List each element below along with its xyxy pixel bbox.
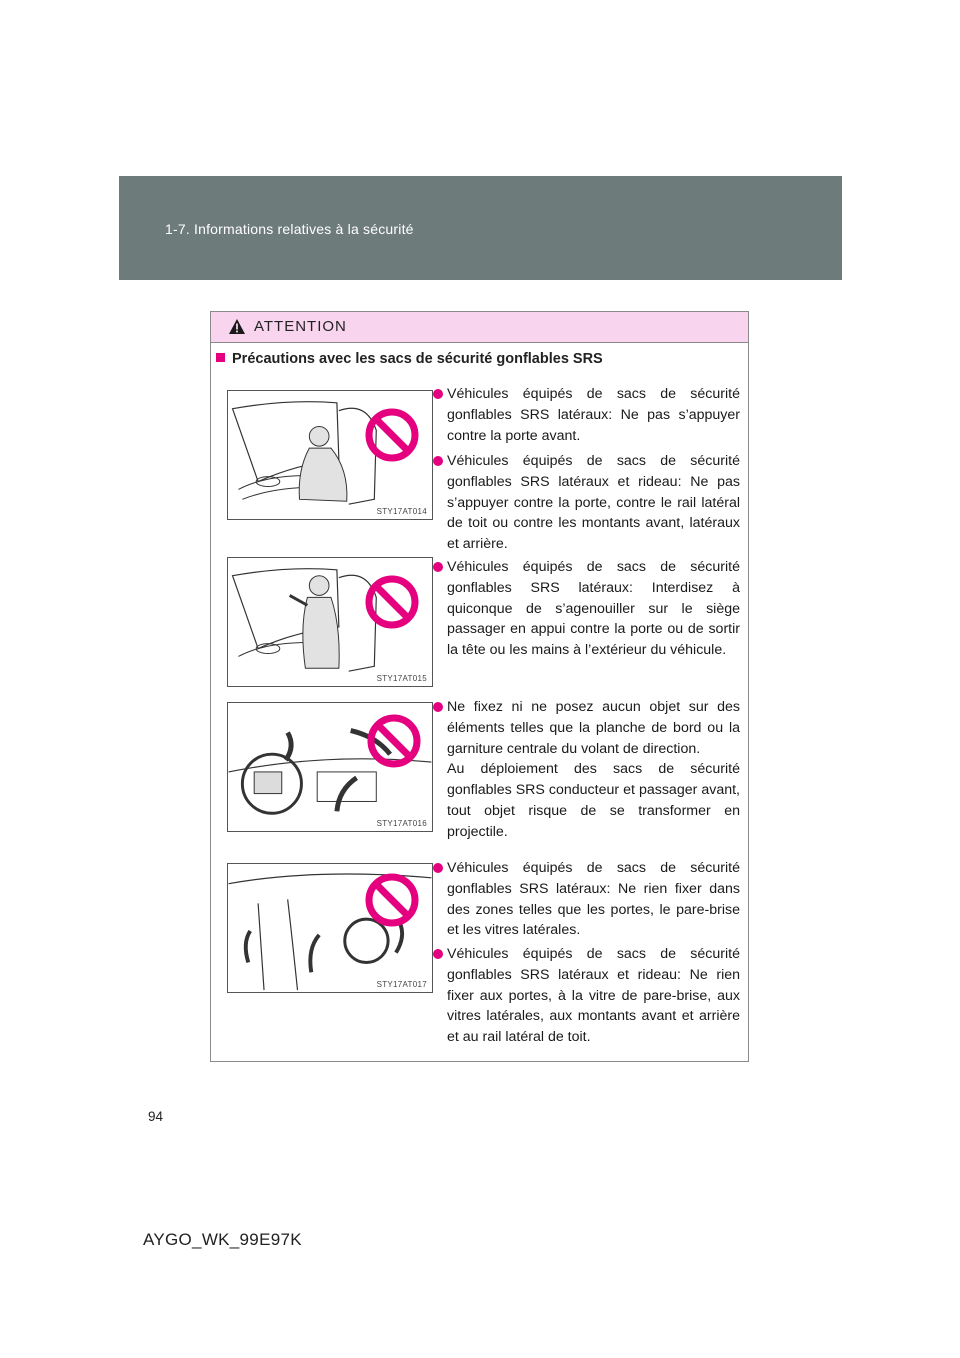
figure-dashboard-objects — [227, 702, 433, 832]
bullet-item — [447, 451, 740, 555]
bullet-text: Véhicules équipés de sacs de sécurité gonflables SRS latéraux: Ne rien fixer dans des zones telles que les portes, le pare-brise et les vitres latérales. — [447, 860, 740, 939]
precautions-heading-text: Précautions avec les sacs de sécurité gonflables SRS — [232, 351, 603, 367]
round-bullet-icon — [433, 456, 443, 466]
section-title: 1-7. Informations relatives à la sécurité — [165, 221, 414, 237]
figure-lean-door — [227, 390, 433, 520]
bullet-text: Véhicules équipés de sacs de sécurité gonflables SRS latéraux: Interdisez à quiconque de s’agenouiller sur le siège passager en appui contre la porte ou de sortir la tête ou les mains à l’extérieur du véhicule. — [447, 559, 740, 659]
square-bullet-icon — [216, 353, 225, 362]
figure-window-objects — [227, 863, 433, 993]
bullet-text: Véhicules équipés de sacs de sécurité gonflables SRS latéraux et rideau: Ne rien fixer aux portes, à la vitre de pare-brise, aux vitres latérales, aux montants avant et arrière et au rail latéral de toit. — [447, 946, 740, 1046]
figure-code: STY17AT015 — [376, 674, 427, 683]
document-code: AYGO_WK_99E97K — [143, 1230, 302, 1249]
round-bullet-icon — [433, 562, 443, 572]
bullet-item — [447, 384, 740, 446]
precautions-heading — [216, 351, 603, 367]
round-bullet-icon — [433, 702, 443, 712]
page-number: 94 — [148, 1109, 164, 1124]
prohibition-icon — [364, 872, 420, 928]
prohibition-icon — [366, 713, 422, 769]
figure-code: STY17AT014 — [376, 507, 427, 516]
bullet-item — [447, 697, 740, 843]
section-header-band — [119, 176, 842, 280]
bullet-text: Véhicules équipés de sacs de sécurité gonflables SRS latéraux: Ne pas s’appuyer contre la porte avant. — [447, 386, 740, 444]
bullet-item — [447, 944, 740, 1048]
bullet-item — [447, 858, 740, 941]
round-bullet-icon — [433, 863, 443, 873]
bullet-text: Véhicules équipés de sacs de sécurité gonflables SRS latéraux et rideau: Ne pas s’appuyer contre la porte, contre le rail latéral de toit ou contre les montants avant, latéraux et arrière. — [447, 453, 740, 553]
bullet-item — [447, 557, 740, 661]
prohibition-icon — [364, 574, 420, 630]
bullet-text: Ne fixez ni ne posez aucun objet sur des éléments telles que la planche de bord ou la garniture centrale du volant de direction. — [447, 699, 740, 757]
round-bullet-icon — [433, 949, 443, 959]
figure-code: STY17AT016 — [376, 819, 427, 828]
warning-triangle-icon — [228, 318, 246, 335]
figure-kneel-seat — [227, 557, 433, 687]
bullet-text-continued: Au déploiement des sacs de sécurité gonflables SRS conducteur et passager avant, tout objet risque de se transformer en projectile. — [447, 761, 740, 840]
round-bullet-icon — [433, 389, 443, 399]
prohibition-icon — [364, 407, 420, 463]
attention-header — [211, 312, 748, 343]
attention-label: ATTENTION — [254, 318, 347, 335]
figure-code: STY17AT017 — [376, 980, 427, 989]
attention-box — [210, 311, 749, 1062]
